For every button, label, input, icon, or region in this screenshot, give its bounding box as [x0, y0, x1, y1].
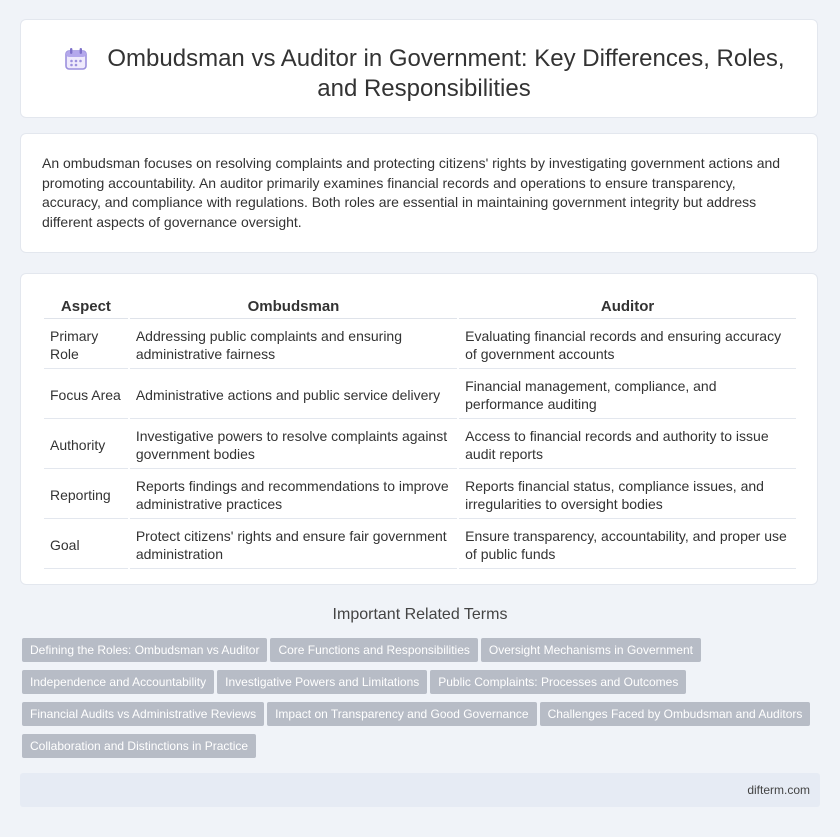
intro-paragraph: An ombudsman focuses on resolving complaints and protecting citizens' rights by investigating government actions and promoting accountability. An auditor primarily examines financial records and operations to ensure transparency, accuracy, and compliance with regulations. Both roles are essential in maintaining government integrity but address different aspects of governance oversight.	[42, 155, 781, 230]
footer	[20, 773, 820, 807]
related-term-tag[interactable]: Financial Audits vs Administrative Reviews	[22, 702, 264, 726]
cell-aspect: Authority	[44, 419, 128, 469]
related-terms-title: Important Related Terms	[332, 606, 508, 623]
title-wrap	[61, 44, 787, 104]
cell-auditor: Ensure transparency, accountability, and proper use of public funds	[459, 519, 796, 569]
related-term-tag[interactable]: Defining the Roles: Ombudsman vs Auditor	[22, 638, 267, 662]
table-row	[44, 319, 796, 369]
intro-card	[20, 133, 818, 253]
related-terms-tags	[22, 638, 822, 766]
page-title: Ombudsman vs Auditor in Government: Key Differences, Roles, and Responsibilities	[107, 45, 785, 102]
cell-auditor: Financial management, compliance, and performance auditing	[459, 369, 796, 419]
cell-auditor: Access to financial records and authority to issue audit reports	[459, 419, 796, 469]
cell-aspect: Goal	[44, 519, 128, 569]
table-row	[44, 519, 796, 569]
related-term-tag[interactable]: Investigative Powers and Limitations	[217, 670, 427, 694]
table-row	[44, 469, 796, 519]
cell-ombudsman: Administrative actions and public service delivery	[130, 369, 457, 419]
cell-ombudsman: Protect citizens' rights and ensure fair government administration	[130, 519, 457, 569]
calendar-icon	[63, 46, 89, 72]
title-card	[20, 19, 818, 118]
cell-ombudsman: Investigative powers to resolve complaints against government bodies	[130, 419, 457, 469]
related-term-tag[interactable]: Collaboration and Distinctions in Practice	[22, 734, 256, 758]
cell-aspect: Reporting	[44, 469, 128, 519]
cell-ombudsman: Reports findings and recommendations to improve administrative practices	[130, 469, 457, 519]
header-auditor: Auditor	[459, 294, 796, 319]
comparison-card	[20, 273, 818, 585]
related-term-tag[interactable]: Impact on Transparency and Good Governance	[267, 702, 536, 726]
cell-aspect: Focus Area	[44, 369, 128, 419]
footer-site-link[interactable]: difterm.com	[747, 783, 810, 797]
comparison-table	[42, 294, 798, 569]
related-term-tag[interactable]: Core Functions and Responsibilities	[270, 638, 477, 662]
cell-ombudsman: Addressing public complaints and ensuring administrative fairness	[130, 319, 457, 369]
related-term-tag[interactable]: Challenges Faced by Ombudsman and Auditors	[540, 702, 811, 726]
cell-aspect: Primary Role	[44, 319, 128, 369]
related-term-tag[interactable]: Public Complaints: Processes and Outcomes	[430, 670, 686, 694]
related-term-tag[interactable]: Oversight Mechanisms in Government	[481, 638, 701, 662]
table-header-row	[44, 294, 796, 319]
header-ombudsman: Ombudsman	[130, 294, 457, 319]
cell-auditor: Reports financial status, compliance issues, and irregularities to oversight bodies	[459, 469, 796, 519]
cell-auditor: Evaluating financial records and ensuring accuracy of government accounts	[459, 319, 796, 369]
table-row	[44, 419, 796, 469]
table-row	[44, 369, 796, 419]
related-term-tag[interactable]: Independence and Accountability	[22, 670, 214, 694]
header-aspect: Aspect	[44, 294, 128, 319]
